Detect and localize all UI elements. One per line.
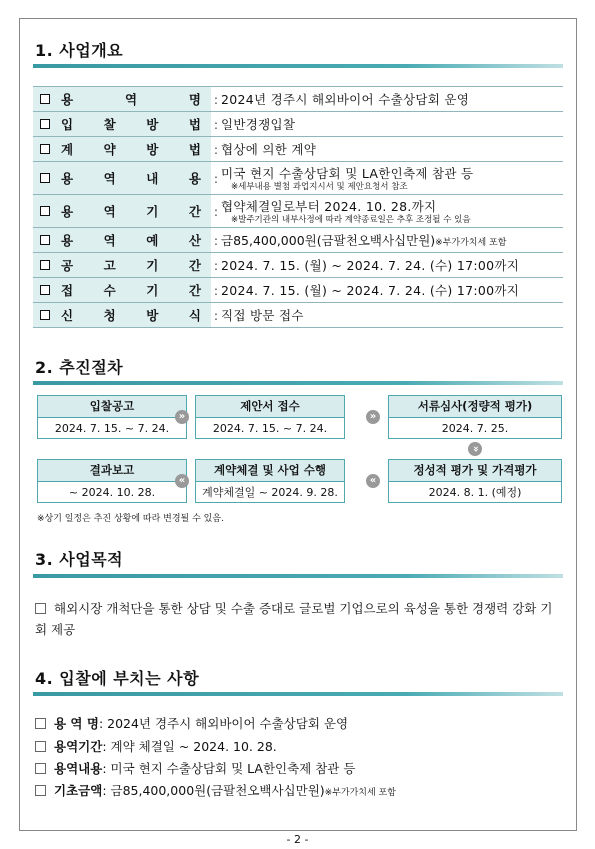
overview-table bbox=[33, 86, 563, 328]
checkbox-icon bbox=[40, 94, 50, 104]
step-head: 계약체결 및 사업 수행 bbox=[196, 460, 344, 482]
table-row: 입 찰 방 법 : 일반경쟁입찰 bbox=[33, 112, 563, 137]
row-note: ※발주기관의 내부사정에 따라 계약종료일은 추후 조정될 수 있음 bbox=[231, 214, 471, 225]
step-body: 계약체결일 ~ 2024. 9. 28. bbox=[202, 486, 338, 499]
item-value: : 금85,400,000원(금팔천오백사십만원) bbox=[102, 783, 325, 798]
item-label: 용역기간 bbox=[54, 739, 103, 754]
purpose-text: 해외시장 개척단을 통한 상담 및 수출 증대로 글로벌 기업으로의 육성을 통한 경쟁력 강화 기회 제공 bbox=[35, 601, 553, 637]
row-value: 직접 방문 접수 bbox=[221, 308, 304, 323]
step-head: 결과보고 bbox=[38, 460, 186, 482]
double-left-arrow-icon: « bbox=[366, 474, 380, 488]
item-value: : 2024년 경주시 해외바이어 수출상담회 운영 bbox=[98, 716, 349, 731]
checkbox-icon bbox=[40, 119, 50, 129]
item-label: 용역내용 bbox=[54, 761, 103, 776]
checkbox-icon bbox=[40, 173, 50, 183]
purpose-paragraph bbox=[35, 598, 563, 640]
list-item bbox=[35, 759, 355, 777]
row-value: 금85,400,000원(금팔천오백사십만원) bbox=[221, 233, 436, 248]
checkbox-icon bbox=[40, 285, 50, 295]
checkbox-icon bbox=[40, 144, 50, 154]
checkbox-icon bbox=[40, 206, 50, 216]
section-2-rule bbox=[33, 381, 563, 385]
checkbox-icon bbox=[35, 741, 46, 752]
checkbox-icon bbox=[35, 785, 46, 796]
section-4-rule bbox=[33, 692, 563, 696]
step-contract-execution bbox=[195, 459, 345, 503]
step-head: 정성적 평가 및 가격평가 bbox=[389, 460, 561, 482]
row-value: 협상에 의한 계약 bbox=[221, 142, 317, 157]
step-bid-notice bbox=[37, 395, 187, 439]
row-label: 입 찰 방 법 bbox=[61, 117, 201, 132]
row-label: 공 고 기 간 bbox=[61, 258, 201, 273]
step-body: 2024. 7. 15. ~ 7. 24. bbox=[54, 422, 170, 435]
row-label: 용 역 기 간 bbox=[61, 204, 201, 219]
row-value: 미국 현지 수출상담회 및 LA한인축제 참관 등 bbox=[221, 165, 474, 181]
row-value: 2024. 7. 15. (월) ~ 2024. 7. 24. (수) 17:00까지 bbox=[221, 258, 520, 273]
step-body: 2024. 8. 1. (예정) bbox=[428, 486, 522, 499]
step-body: 2024. 7. 15. ~ 7. 24. bbox=[212, 422, 328, 435]
table-row: 용 역 내 용 : 미국 현지 수출상담회 및 LA한인축제 참관 등 ※세부내용 별첨 과업지시서 및 제안요청서 참조 bbox=[33, 162, 563, 195]
checkbox-icon bbox=[35, 718, 46, 729]
double-right-arrow-icon: » bbox=[366, 410, 380, 424]
item-value: : 계약 체결일 ~ 2024. 10. 28. bbox=[102, 739, 277, 754]
step-document-review bbox=[388, 395, 562, 439]
schedule-note: ※상기 일정은 추진 상황에 따라 변경될 수 있음. bbox=[37, 514, 224, 524]
step-body: ~ 2024. 10. 28. bbox=[68, 486, 156, 499]
step-body: 2024. 7. 25. bbox=[441, 422, 509, 435]
list-item bbox=[35, 737, 277, 755]
table-row: 용 역 예 산 : 금85,400,000원(금팔천오백사십만원)※부가가치세 포함 bbox=[33, 228, 563, 253]
row-value: 2024. 7. 15. (월) ~ 2024. 7. 24. (수) 17:00까지 bbox=[221, 283, 520, 298]
checkbox-icon bbox=[35, 603, 46, 614]
row-label: 용 역 예 산 bbox=[61, 233, 201, 248]
table-row: 접 수 기 간 : 2024. 7. 15. (월) ~ 2024. 7. 24. (수) 17:00까지 bbox=[33, 278, 563, 303]
item-value: : 미국 현지 수출상담회 및 LA한인축제 참관 등 bbox=[102, 761, 356, 776]
row-note: ※부가가치세 포함 bbox=[435, 238, 507, 248]
section-1-title: 1. 사업개요 bbox=[35, 41, 124, 60]
item-note: ※부가가치세 포함 bbox=[324, 788, 396, 798]
row-label: 신 청 방 식 bbox=[61, 308, 201, 323]
row-label: 계 약 방 법 bbox=[61, 142, 201, 157]
item-label: 용 역 명 bbox=[54, 716, 99, 731]
step-qualitative-evaluation bbox=[388, 459, 562, 503]
double-left-arrow-icon: « bbox=[175, 474, 189, 488]
double-down-arrow-icon: » bbox=[468, 442, 482, 456]
list-item bbox=[35, 714, 348, 732]
table-row: 공 고 기 간 : 2024. 7. 15. (월) ~ 2024. 7. 24. (수) 17:00까지 bbox=[33, 253, 563, 278]
section-1-rule bbox=[33, 64, 563, 68]
section-3-title: 3. 사업목적 bbox=[35, 550, 124, 569]
double-right-arrow-icon: » bbox=[175, 410, 189, 424]
row-note: ※세부내용 별첨 과업지시서 및 제안요청서 참조 bbox=[231, 181, 408, 192]
section-4-title: 4. 입찰에 부치는 사항 bbox=[35, 669, 200, 688]
checkbox-icon bbox=[40, 310, 50, 320]
section-3-rule bbox=[33, 574, 563, 578]
row-value: 일반경쟁입찰 bbox=[221, 117, 296, 132]
item-label: 기초금액 bbox=[54, 783, 103, 798]
section-2-title: 2. 추진절차 bbox=[35, 358, 124, 377]
row-label: 접 수 기 간 bbox=[61, 283, 201, 298]
table-row: 용 역 기 간 : 협약체결일로부터 2024. 10. 28.까지 ※발주기관의 내부사정에 따라 계약종료일은 추후 조정될 수 있음 bbox=[33, 195, 563, 228]
step-proposal-receipt bbox=[195, 395, 345, 439]
step-head: 제안서 접수 bbox=[196, 396, 344, 418]
checkbox-icon bbox=[40, 260, 50, 270]
row-value: 협약체결일로부터 2024. 10. 28.까지 bbox=[221, 198, 437, 214]
table-row: 계 약 방 법 : 협상에 의한 계약 bbox=[33, 137, 563, 162]
checkbox-icon bbox=[40, 235, 50, 245]
table-row: 신 청 방 식 : 직접 방문 접수 bbox=[33, 303, 563, 328]
row-value: 2024년 경주시 해외바이어 수출상담회 운영 bbox=[221, 92, 470, 107]
checkbox-icon bbox=[35, 763, 46, 774]
page-number: - 2 - bbox=[286, 833, 309, 846]
step-head: 서류심사(정량적 평가) bbox=[389, 396, 561, 418]
list-item bbox=[35, 781, 396, 799]
row-label: 용 역 내 용 bbox=[61, 171, 201, 186]
step-head: 입찰공고 bbox=[38, 396, 186, 418]
table-row: 용 역 명 : 2024년 경주시 해외바이어 수출상담회 운영 bbox=[33, 87, 563, 112]
row-label: 용 역 명 bbox=[61, 92, 201, 107]
step-result-report bbox=[37, 459, 187, 503]
